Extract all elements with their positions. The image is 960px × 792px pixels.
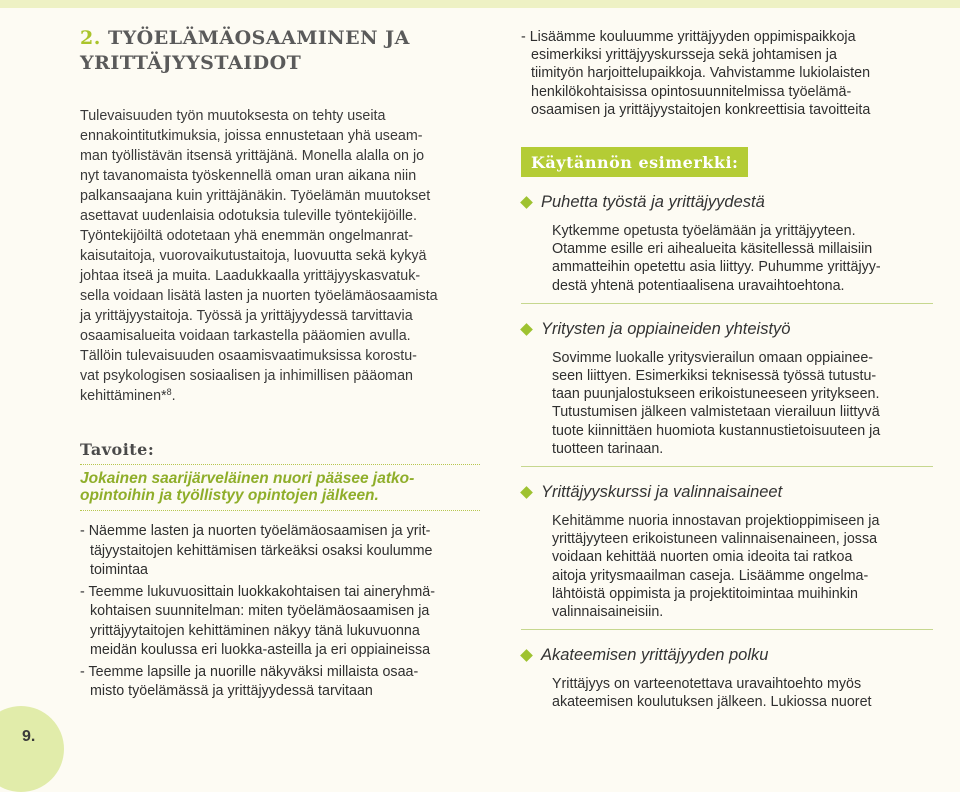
example-body — [552, 675, 933, 711]
intro-line: palkansaajana kuin yrittäjänäkin. Työelämän muutokset — [80, 188, 431, 204]
example-line: tuote kiinnittäen huomiota kustannustietoisuuteen ja — [552, 422, 881, 439]
example-line: taan puunjalostukseen erikoistuneeseen yritykseen. — [552, 386, 880, 403]
right-intro-line: osaamisen ja yrittäjyystaitojen konkreettisia tavoitteita — [531, 101, 871, 118]
intro-line: johtaa itseä ja muita. Laadukkaalla yrittäjyyskasvatuk- — [80, 268, 421, 284]
intro-line: kaisutaitoja, vuorovaikutustaitoja, luovuutta sekä kykyä — [80, 248, 427, 264]
intro-line: osaamisalueita voidaan tarkastella pääomien avulla. — [80, 328, 411, 344]
intro-line: ja yrittäjyystaitoja. Työssä ja yrittäjyydessä tarvittavia — [80, 308, 413, 324]
section-heading — [80, 26, 480, 76]
section-divider — [521, 303, 933, 304]
intro-line: nyt tavanomaista työskennellä oman uran aikana niin — [80, 168, 417, 184]
list-line: meidän koulussa eri luokka-asteilla ja eri oppiaineissa — [90, 642, 431, 658]
intro-line: Tällöin tulevaisuuden osaamisvaatimuksissa korostu- — [80, 348, 417, 364]
intro-line-last — [80, 386, 480, 406]
example-line: akateemisen koulutuksen jälkeen. Lukiossa nuoret — [552, 694, 872, 711]
right-intro-line: tiimityön harjoittelupaikkoja. Vahvistamme lukiolaisten — [531, 65, 871, 82]
heading-line-1: TYÖELÄMÄOSAAMINEN JA — [107, 27, 410, 49]
example-heading — [521, 193, 933, 212]
example-section — [521, 483, 933, 630]
example-heading — [521, 320, 933, 339]
example-line: Kytkemme opetusta työelämään ja yrittäjyyteen. — [552, 223, 856, 240]
intro-line: Työntekijöiltä odotetaan yhä enemmän ongelmanrat- — [80, 228, 414, 244]
list-line: kohtaisen suunnitelman: miten työelämäosaamisen ja — [90, 603, 430, 619]
diamond-bullet-icon — [520, 196, 533, 209]
example-line: valinnaisaineisiin. — [552, 604, 664, 621]
goal-bullets — [80, 522, 480, 702]
page-number: 9. — [22, 728, 36, 745]
example-section — [521, 646, 933, 711]
list-line: täjyystaitojen kehittämisen tärkeäksi osaksi koulumme — [90, 542, 433, 559]
list-line: misto työelämässä ja yrittäjyydessä tarvitaan — [90, 683, 373, 699]
list-item — [80, 663, 480, 702]
example-line: Otamme esille eri aihealueita käsitellessä millaisiin — [552, 241, 873, 258]
goal-statement — [80, 470, 480, 504]
example-line: ammatteihin opetettu asia liittyy. Puhumme yrittäjyy- — [552, 259, 881, 276]
right-intro-line: - Lisäämme kouluumme yrittäjyyden oppimispaikkoja — [521, 29, 856, 45]
example-line: Tutustumisen jälkeen valmistetaan vierailuun liittyvä — [552, 404, 880, 421]
example-section — [521, 320, 933, 467]
list-line: - Teemme lapsille ja nuorille näkyväksi millaista osaa- — [80, 663, 419, 680]
right-intro-line: esimerkiksi yrittäjyyskursseja sekä johtamisen ja — [531, 47, 837, 64]
section-divider — [521, 629, 933, 630]
section-number: 2. — [80, 27, 101, 49]
intro-line: man työllistävän itsensä yrittäjänä. Monella alalla on jo — [80, 148, 425, 164]
list-item — [80, 583, 480, 661]
example-title: Yritysten ja oppiaineiden yhteistyö — [541, 319, 791, 338]
example-body — [552, 222, 933, 295]
example-title: Puhetta työstä ja yrittäjyydestä — [541, 193, 765, 212]
dotted-divider — [80, 464, 480, 465]
intro-end: . — [171, 388, 176, 404]
intro-line: vat psykologisen sosiaalisen ja inhimillisen pääoman — [80, 368, 413, 384]
list-line: - Näemme lasten ja nuorten työelämäosaamisen ja yrit- — [80, 523, 431, 539]
intro-line: Tulevaisuuden työn muutoksesta on tehty useita — [80, 108, 386, 124]
example-heading — [521, 646, 933, 665]
example-line: lähtöistä oppimista ja projektitoimintaa muihinkin — [552, 585, 858, 602]
footnote-ref: 8 — [166, 387, 172, 397]
right-intro-line: henkilökohtaisissa opintosuunnitelmissa työelämä- — [531, 83, 852, 100]
diamond-bullet-icon — [520, 323, 533, 336]
intro-paragraph — [80, 106, 480, 406]
left-column — [80, 26, 480, 704]
example-section — [521, 193, 933, 304]
example-line: aitoja yritysmaailman caseja. Lisäämme ongelma- — [552, 567, 869, 584]
right-column — [521, 28, 933, 712]
examples-label: Käytännön esimerkki: — [521, 147, 748, 177]
example-line: yrittäjyyteen erikoistuneen valinnaisenaineen, jossa — [552, 531, 878, 548]
example-line: seen liittyen. Esimerkiksi teknisessä työssä tutustu- — [552, 368, 877, 385]
example-body — [552, 349, 933, 458]
right-intro — [521, 28, 933, 119]
intro-last-text: kehittäminen* — [80, 388, 167, 404]
example-heading — [521, 483, 933, 502]
example-line: destä yhtenä potentiaalisena uravaihtoehtona. — [552, 277, 845, 294]
heading-line-2: YRITTÄJYYSTAIDOT — [80, 52, 302, 74]
example-line: Kehitämme nuoria innostavan projektioppimiseen ja — [552, 513, 880, 530]
diamond-bullet-icon — [520, 486, 533, 499]
section-divider — [521, 466, 933, 467]
example-line: Sovimme luokalle yritysvierailun omaan oppiainee- — [552, 349, 874, 366]
top-color-band — [0, 0, 960, 8]
list-item — [80, 522, 480, 581]
list-line: yrittäjyytaitojen kehittäminen näkyy tänä lukuvuonna — [90, 622, 420, 639]
example-line: Yrittäjyys on varteenotettava uravaihtoehto myös — [552, 676, 862, 693]
example-title: Yrittäjyyskurssi ja valinnaisaineet — [541, 483, 783, 502]
example-body — [552, 512, 933, 621]
intro-line: sella voidaan lisätä lasten ja nuorten työelämäosaamista — [80, 288, 438, 304]
goal-line: opintoihin ja työllistyy opintojen jälkeen. — [80, 487, 379, 504]
goal-title: Tavoite: — [80, 440, 155, 459]
intro-line: asettavat uudenlaisia odotuksia tuleville työntekijöille. — [80, 208, 417, 224]
page-number-circle — [0, 706, 64, 792]
example-line: tuotteen tarinaan. — [552, 440, 664, 457]
list-line: - Teemme lukuvuosittain luokkakohtaisen tai aineryhmä- — [80, 583, 435, 600]
example-title: Akateemisen yrittäjyyden polku — [541, 646, 769, 665]
intro-line: ennakointitutkimuksia, joissa ennustetaan yhä useam- — [80, 128, 423, 144]
dotted-divider — [80, 510, 480, 511]
list-line: toimintaa — [90, 562, 149, 578]
diamond-bullet-icon — [520, 649, 533, 662]
goal-line: Jokainen saarijärveläinen nuori pääsee jatko- — [80, 470, 415, 487]
example-line: voidaan kehittää nuorten omia ideoita tai ratkoa — [552, 549, 853, 566]
